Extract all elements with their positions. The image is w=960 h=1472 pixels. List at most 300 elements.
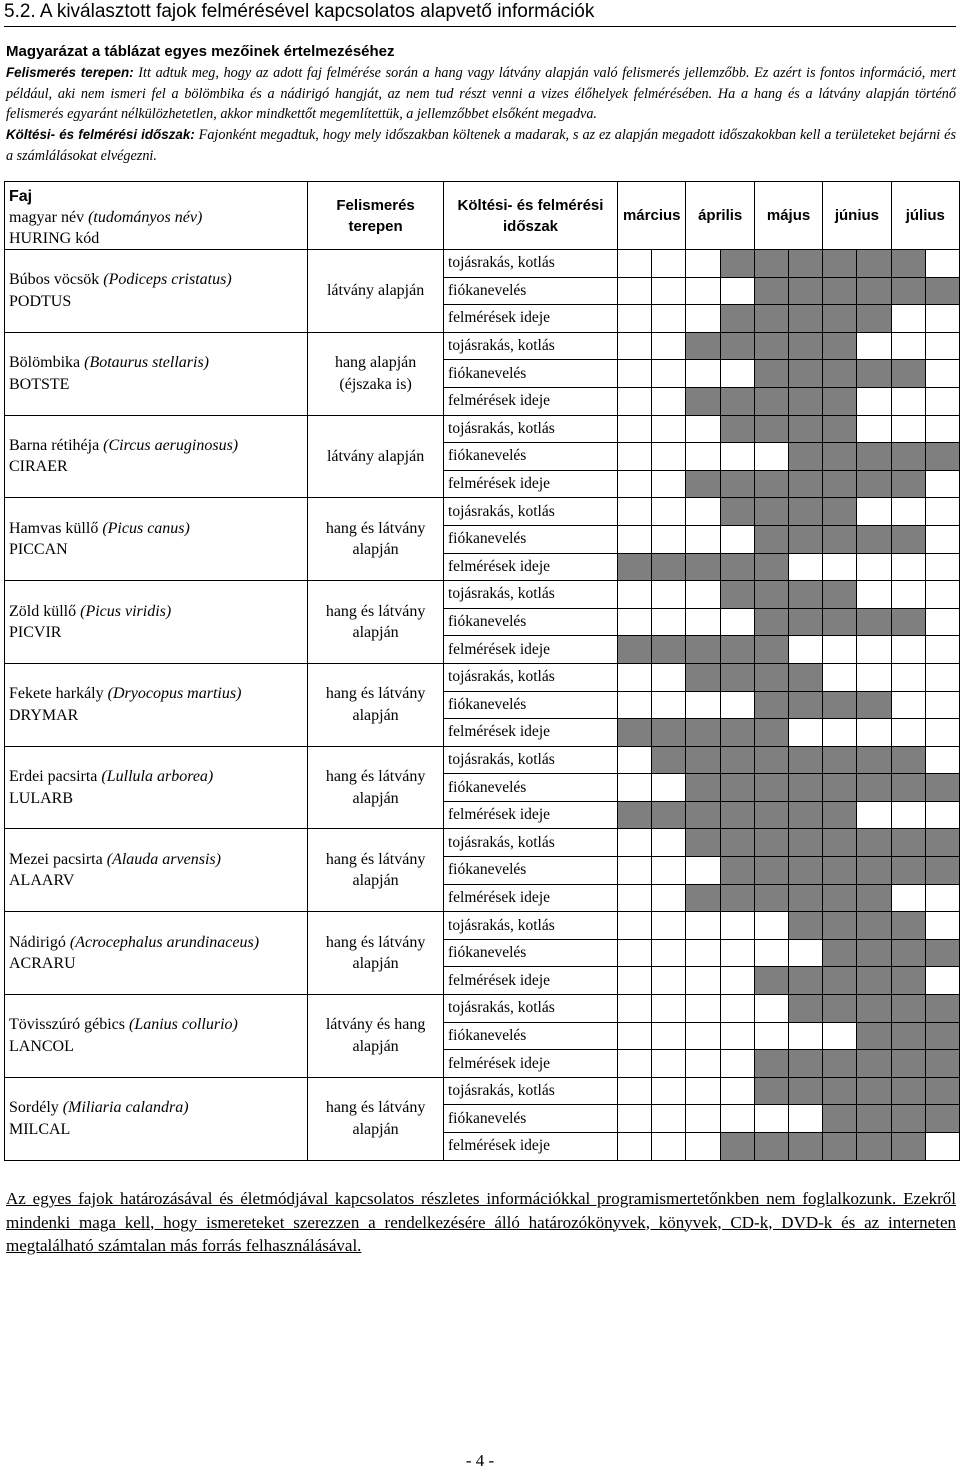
period-cell-filled [789, 691, 823, 719]
species-name-cell [5, 912, 308, 995]
period-cell-empty [720, 360, 754, 388]
period-cell-empty [720, 1022, 754, 1050]
period-cell-filled [686, 636, 720, 664]
species-name-cell [5, 498, 308, 581]
period-cell-empty [652, 498, 686, 526]
period-cell-filled [857, 912, 891, 940]
period-cell-empty [652, 1022, 686, 1050]
period-cell-filled [891, 939, 925, 967]
period-cell-empty [789, 1105, 823, 1133]
period-label: fiókanevelés [444, 1105, 618, 1133]
period-cell-filled [754, 525, 788, 553]
period-cell-filled [925, 1050, 959, 1078]
period-cell-empty [720, 1050, 754, 1078]
period-cell-empty [891, 663, 925, 691]
period-cell-filled [857, 857, 891, 885]
period-cell-empty [891, 498, 925, 526]
period-cell-filled [891, 1077, 925, 1105]
period-cell-empty [686, 1077, 720, 1105]
period-cell-filled [754, 746, 788, 774]
period-label: fiókanevelés [444, 939, 618, 967]
period-cell-filled [891, 995, 925, 1023]
period-cell-filled [686, 719, 720, 747]
felismeres-text: Itt adtuk meg, hogy az adott faj felmérése során a hang vagy látvány alapján való felismerés jellemzőbb. Ez azért is fontos információ, mert például, aki nem ismeri fel a bölömbika és a nádirigó hangját, az nem tud részt venni a vizes élőhelyek felmérésében. Ha a hang és a látvány alapján történő felismerés egyaránt nélkülözhetetlen, akkor mindkettőt megemlítettük, a jellemzőbbet elsőként megadva. [6, 65, 956, 122]
species-name-cell [5, 581, 308, 664]
period-cell-filled [891, 1050, 925, 1078]
period-cell-empty [617, 1077, 651, 1105]
period-cell-empty [857, 801, 891, 829]
period-cell-empty [652, 608, 686, 636]
period-cell-filled [925, 939, 959, 967]
period-cell-filled [925, 1077, 959, 1105]
period-cell-empty [857, 636, 891, 664]
period-label: felmérések ideje [444, 1050, 618, 1078]
period-cell-filled [720, 498, 754, 526]
period-cell-filled [789, 912, 823, 940]
header-faj-title: Faj [9, 188, 33, 205]
period-cell-empty [686, 525, 720, 553]
period-label: felmérések ideje [444, 719, 618, 747]
period-cell-filled [789, 305, 823, 333]
period-cell-filled [789, 1050, 823, 1078]
species-huring-code: PICVIR [9, 624, 62, 642]
period-cell-empty [617, 443, 651, 471]
period-cell-empty [754, 1022, 788, 1050]
period-cell-empty [891, 387, 925, 415]
period-cell-empty [686, 912, 720, 940]
period-cell-filled [720, 470, 754, 498]
period-cell-empty [617, 498, 651, 526]
period-cell-filled [617, 636, 651, 664]
period-cell-filled [686, 332, 720, 360]
period-cell-empty [652, 387, 686, 415]
period-cell-empty [686, 939, 720, 967]
period-cell-filled [789, 857, 823, 885]
period-cell-filled [617, 719, 651, 747]
period-cell-filled [789, 829, 823, 857]
period-cell-filled [754, 967, 788, 995]
period-cell-empty [652, 1050, 686, 1078]
period-cell-filled [754, 553, 788, 581]
period-label: tojásrakás, kotlás [444, 1077, 618, 1105]
table-row [5, 332, 960, 360]
period-cell-empty [686, 277, 720, 305]
period-cell-empty [891, 691, 925, 719]
period-cell-empty [686, 498, 720, 526]
period-cell-filled [857, 1077, 891, 1105]
period-cell-filled [925, 857, 959, 885]
period-cell-filled [823, 939, 857, 967]
period-cell-empty [925, 663, 959, 691]
title-rule [4, 26, 956, 27]
period-label: tojásrakás, kotlás [444, 415, 618, 443]
period-cell-empty [925, 415, 959, 443]
header-month-marcius: március [617, 182, 686, 250]
period-cell-filled [789, 884, 823, 912]
period-cell-empty [925, 360, 959, 388]
period-cell-empty [686, 1133, 720, 1161]
period-cell-empty [686, 305, 720, 333]
period-cell-empty [925, 746, 959, 774]
period-cell-filled [823, 857, 857, 885]
period-cell-empty [720, 1077, 754, 1105]
period-cell-filled [925, 774, 959, 802]
period-cell-filled [720, 1133, 754, 1161]
table-row [5, 663, 960, 691]
period-cell-empty [720, 912, 754, 940]
period-cell-filled [823, 967, 857, 995]
period-cell-filled [925, 829, 959, 857]
period-cell-filled [754, 415, 788, 443]
period-cell-empty [754, 1105, 788, 1133]
period-cell-filled [823, 1105, 857, 1133]
period-cell-filled [857, 360, 891, 388]
period-cell-filled [720, 857, 754, 885]
period-cell-empty [925, 801, 959, 829]
period-cell-filled [754, 857, 788, 885]
period-cell-filled [891, 912, 925, 940]
period-cell-empty [617, 1050, 651, 1078]
period-cell-filled [686, 553, 720, 581]
period-cell-filled [857, 967, 891, 995]
period-cell-filled [789, 360, 823, 388]
period-cell-empty [857, 332, 891, 360]
period-cell-filled [720, 332, 754, 360]
table-row [5, 581, 960, 609]
period-cell-filled [823, 277, 857, 305]
period-cell-empty [891, 332, 925, 360]
period-cell-empty [686, 691, 720, 719]
period-cell-empty [925, 967, 959, 995]
species-huring-code: BOTSTE [9, 375, 70, 393]
period-cell-empty [617, 912, 651, 940]
period-cell-empty [925, 691, 959, 719]
period-cell-empty [925, 1133, 959, 1161]
period-cell-filled [789, 250, 823, 278]
period-cell-empty [823, 719, 857, 747]
period-cell-filled [789, 443, 823, 471]
header-month-junius: június [823, 182, 891, 250]
recognition-method-cell: hang és látvány alapján [308, 746, 444, 829]
species-scientific-name: (Lullula arborea) [101, 768, 214, 786]
period-cell-empty [652, 332, 686, 360]
period-cell-filled [652, 801, 686, 829]
period-cell-empty [891, 305, 925, 333]
period-cell-empty [652, 250, 686, 278]
period-cell-filled [789, 1133, 823, 1161]
period-cell-filled [857, 1022, 891, 1050]
period-cell-filled [823, 1133, 857, 1161]
period-cell-empty [789, 939, 823, 967]
period-label: tojásrakás, kotlás [444, 332, 618, 360]
period-cell-filled [754, 581, 788, 609]
period-cell-filled [891, 277, 925, 305]
period-cell-empty [617, 691, 651, 719]
period-cell-empty [686, 967, 720, 995]
table-row [5, 1077, 960, 1105]
period-label: tojásrakás, kotlás [444, 581, 618, 609]
period-cell-empty [891, 581, 925, 609]
period-cell-empty [617, 829, 651, 857]
period-cell-empty [652, 967, 686, 995]
period-cell-filled [754, 774, 788, 802]
period-cell-empty [720, 525, 754, 553]
period-cell-empty [652, 857, 686, 885]
recognition-method-cell: hang és látvány alapján [308, 829, 444, 912]
period-cell-filled [891, 857, 925, 885]
period-cell-empty [925, 305, 959, 333]
header-month-aprilis: április [686, 182, 754, 250]
period-cell-empty [925, 498, 959, 526]
period-cell-empty [891, 636, 925, 664]
period-cell-filled [720, 746, 754, 774]
period-cell-empty [652, 360, 686, 388]
period-cell-filled [789, 470, 823, 498]
period-cell-filled [823, 1077, 857, 1105]
table-row [5, 250, 960, 278]
period-cell-filled [686, 663, 720, 691]
period-cell-filled [720, 663, 754, 691]
footer-paragraph: Az egyes fajok határozásával és életmódjával kapcsolatos részletes információkkal programismertetőnkben nem foglalkozunk. Ezekről mindenki maga kell, hogy ismereteket szerezzen a rendelkezésére álló határozókönyvek, könyvek, CD-k, DVD-k és az interneten megtalálható számtalan más forrás felhasználásával. [6, 1189, 956, 1255]
period-cell-filled [789, 967, 823, 995]
period-cell-empty [754, 939, 788, 967]
species-scientific-name: (Alauda arvensis) [106, 850, 221, 868]
period-cell-empty [652, 774, 686, 802]
table-body [5, 250, 960, 1161]
period-cell-empty [617, 581, 651, 609]
period-cell-filled [823, 250, 857, 278]
species-hungarian-name: Mezei pacsirta [9, 850, 107, 868]
period-cell-filled [754, 719, 788, 747]
period-cell-filled [754, 801, 788, 829]
period-cell-filled [823, 829, 857, 857]
period-cell-filled [857, 995, 891, 1023]
species-name-cell [5, 415, 308, 498]
table-row [5, 415, 960, 443]
species-huring-code: DRYMAR [9, 706, 79, 724]
period-cell-filled [754, 387, 788, 415]
species-scientific-name: (Acrocephalus arundinaceus) [69, 933, 260, 951]
period-cell-filled [789, 663, 823, 691]
period-cell-empty [789, 553, 823, 581]
period-cell-filled [823, 995, 857, 1023]
period-cell-empty [652, 939, 686, 967]
recognition-method-cell: látvány alapján [308, 415, 444, 498]
period-cell-filled [686, 801, 720, 829]
period-cell-empty [617, 884, 651, 912]
period-label: felmérések ideje [444, 636, 618, 664]
period-cell-empty [652, 525, 686, 553]
period-cell-empty [823, 636, 857, 664]
header-faj-line2: magyar név (tudományos név) [9, 209, 203, 226]
period-cell-filled [686, 470, 720, 498]
period-cell-filled [720, 829, 754, 857]
period-cell-empty [891, 719, 925, 747]
period-cell-empty [652, 829, 686, 857]
period-label: fiókanevelés [444, 857, 618, 885]
period-cell-filled [789, 746, 823, 774]
period-cell-empty [891, 801, 925, 829]
period-cell-empty [617, 1133, 651, 1161]
period-cell-empty [617, 360, 651, 388]
period-cell-filled [857, 746, 891, 774]
period-cell-empty [686, 995, 720, 1023]
period-label: fiókanevelés [444, 774, 618, 802]
period-cell-filled [789, 332, 823, 360]
period-cell-empty [617, 608, 651, 636]
period-cell-empty [617, 663, 651, 691]
species-hungarian-name: Zöld küllő [9, 602, 81, 620]
period-cell-filled [857, 1133, 891, 1161]
period-cell-filled [720, 774, 754, 802]
species-name-cell [5, 829, 308, 912]
period-label: felmérések ideje [444, 801, 618, 829]
period-cell-filled [720, 250, 754, 278]
period-cell-empty [720, 995, 754, 1023]
period-cell-filled [789, 608, 823, 636]
period-label: tojásrakás, kotlás [444, 498, 618, 526]
period-cell-filled [617, 553, 651, 581]
period-cell-empty [652, 1077, 686, 1105]
period-cell-filled [891, 608, 925, 636]
species-scientific-name: (Dryocopus martius) [107, 685, 242, 703]
period-cell-empty [686, 608, 720, 636]
period-cell-empty [720, 277, 754, 305]
period-cell-filled [720, 719, 754, 747]
period-label: tojásrakás, kotlás [444, 746, 618, 774]
period-cell-empty [857, 387, 891, 415]
species-hungarian-name: Tövisszúró gébics [9, 1016, 129, 1034]
period-cell-empty [925, 250, 959, 278]
period-cell-empty [652, 415, 686, 443]
period-label: felmérések ideje [444, 470, 618, 498]
period-cell-empty [686, 1105, 720, 1133]
period-cell-filled [789, 387, 823, 415]
period-cell-filled [720, 387, 754, 415]
period-cell-filled [823, 305, 857, 333]
period-label: tojásrakás, kotlás [444, 663, 618, 691]
period-cell-empty [754, 995, 788, 1023]
period-cell-empty [857, 581, 891, 609]
period-cell-empty [686, 250, 720, 278]
period-cell-filled [891, 1133, 925, 1161]
period-cell-empty [652, 912, 686, 940]
period-label: tojásrakás, kotlás [444, 250, 618, 278]
period-cell-empty [925, 470, 959, 498]
period-cell-empty [652, 663, 686, 691]
species-scientific-name: (Botaurus stellaris) [84, 354, 209, 372]
species-scientific-name: (Podiceps cristatus) [103, 271, 232, 289]
period-cell-filled [823, 443, 857, 471]
period-cell-filled [823, 387, 857, 415]
period-label: tojásrakás, kotlás [444, 995, 618, 1023]
period-label: felmérések ideje [444, 967, 618, 995]
period-cell-filled [686, 829, 720, 857]
species-name-cell [5, 995, 308, 1078]
period-cell-filled [857, 277, 891, 305]
period-cell-empty [857, 663, 891, 691]
period-cell-empty [720, 1105, 754, 1133]
period-cell-empty [652, 884, 686, 912]
period-cell-empty [686, 1050, 720, 1078]
period-cell-empty [925, 608, 959, 636]
period-cell-filled [754, 829, 788, 857]
koltesi-paragraph [6, 125, 956, 166]
period-cell-filled [925, 995, 959, 1023]
table-row [5, 746, 960, 774]
table-row [5, 912, 960, 940]
species-huring-code: MILCAL [9, 1120, 71, 1138]
period-cell-filled [789, 774, 823, 802]
period-cell-filled [857, 1105, 891, 1133]
period-cell-filled [891, 470, 925, 498]
period-cell-filled [754, 360, 788, 388]
period-cell-filled [789, 277, 823, 305]
period-cell-filled [789, 801, 823, 829]
period-cell-empty [754, 443, 788, 471]
period-cell-filled [754, 636, 788, 664]
koltesi-text: Fajonként megadtuk, hogy mely időszakban költenek a madarak, s az ez alapján megadott időszakokban kell a területeket bejárni és a számlálásokat elvégezni. [6, 127, 956, 164]
header-koltesi: Költési- és felmérési időszak [444, 182, 618, 250]
period-cell-filled [754, 470, 788, 498]
period-cell-filled [823, 884, 857, 912]
period-cell-empty [652, 470, 686, 498]
period-cell-empty [925, 884, 959, 912]
species-table [4, 181, 960, 1161]
period-cell-empty [686, 443, 720, 471]
period-cell-filled [891, 1022, 925, 1050]
recognition-method-cell: hang és látvány alapján [308, 663, 444, 746]
period-cell-filled [857, 1050, 891, 1078]
recognition-method-cell: hang és látvány alapján [308, 1077, 444, 1160]
period-cell-filled [823, 746, 857, 774]
period-cell-filled [720, 884, 754, 912]
period-label: felmérések ideje [444, 1133, 618, 1161]
period-cell-empty [617, 857, 651, 885]
period-cell-empty [652, 443, 686, 471]
species-hungarian-name: Fekete harkály [9, 685, 108, 703]
period-cell-filled [823, 774, 857, 802]
period-cell-filled [857, 774, 891, 802]
period-cell-empty [925, 581, 959, 609]
period-cell-filled [857, 829, 891, 857]
period-label: felmérések ideje [444, 884, 618, 912]
period-cell-filled [754, 691, 788, 719]
species-hungarian-name: Sordély [9, 1099, 63, 1117]
period-cell-filled [789, 525, 823, 553]
period-cell-filled [686, 746, 720, 774]
period-cell-filled [720, 801, 754, 829]
period-cell-filled [891, 360, 925, 388]
period-label: felmérések ideje [444, 387, 618, 415]
species-huring-code: ALAARV [9, 872, 75, 890]
period-cell-filled [652, 719, 686, 747]
species-scientific-name: (Picus viridis) [80, 602, 172, 620]
period-label: fiókanevelés [444, 360, 618, 388]
period-label: fiókanevelés [444, 1022, 618, 1050]
period-label: tojásrakás, kotlás [444, 829, 618, 857]
period-cell-filled [891, 829, 925, 857]
period-cell-empty [891, 415, 925, 443]
period-cell-filled [754, 608, 788, 636]
period-cell-filled [823, 360, 857, 388]
table-row [5, 995, 960, 1023]
species-hungarian-name: Nádirigó [9, 933, 70, 951]
explanation-heading: Magyarázat a táblázat egyes mezőinek értelmezéséhez [6, 43, 395, 60]
header-felismeres: Felismerés terepen [308, 182, 444, 250]
species-name-cell [5, 332, 308, 415]
period-cell-filled [652, 553, 686, 581]
